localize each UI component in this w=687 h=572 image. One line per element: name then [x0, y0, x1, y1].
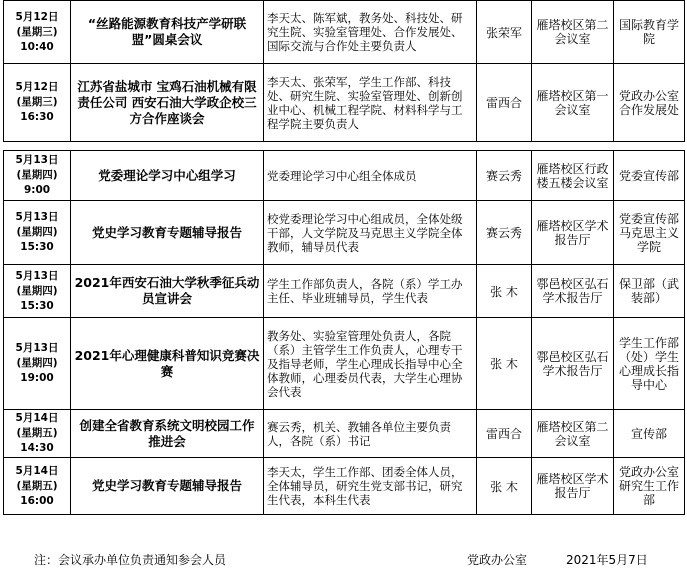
meeting-host: 张荣军 [477, 1, 532, 64]
meeting-title: 2021年西安石油大学秋季征兵动员宣讲会 [71, 265, 264, 318]
meeting-weekday: (星期四) [16, 226, 58, 238]
time-cell [4, 265, 71, 318]
meeting-date: 5月13日 [15, 154, 59, 166]
meeting-time: 14:30 [20, 442, 54, 454]
meeting-organizer: 国际教育学院 [614, 1, 685, 64]
meeting-title: 党委理论学习中心组学习 [71, 151, 264, 201]
meeting-time: 15:30 [20, 299, 54, 312]
time-cell [4, 64, 71, 142]
meeting-place: 雁塔校区第二会议室 [532, 1, 614, 64]
meeting-attendees: 李天太，学生工作部、团委全体人员，全体辅导员，研究生党支部书记，研究生代表，本科生代表 [264, 458, 477, 515]
meeting-attendees: 教务处、实验室管理处负责人，各院（系）主管学生工作负责人，心理专干及指导老师，学生心理成长指导中心全体教师，心理委员代表，大学生心理协会代表 [264, 318, 477, 410]
schedule-table-2 [3, 150, 685, 515]
meeting-title: 江苏省盐城市 宝鸡石油机械有限责任公司 西安石油大学政企校三方合作座谈会 [71, 64, 264, 142]
meeting-attendees: 党委理论学习中心组全体成员 [264, 151, 477, 201]
meeting-title: 2021年心理健康科普知识竞赛决赛 [71, 318, 264, 410]
table-row [4, 1, 685, 64]
schedule-table-1 [3, 0, 685, 142]
meeting-time: 10:40 [20, 40, 54, 53]
meeting-place: 雁塔校区第二会议室 [532, 410, 614, 458]
meeting-date: 5月13日 [15, 211, 59, 223]
meeting-organizer: 党政办公室研究生工作部 [614, 458, 685, 515]
meeting-organizer: 党政办公室合作发展处 [614, 64, 685, 142]
meeting-place: 鄠邑校区弘石学术报告厅 [532, 318, 614, 410]
meeting-date: 5月12日 [15, 10, 59, 23]
meeting-host: 雷西合 [477, 410, 532, 458]
meeting-time: 19:00 [20, 372, 54, 384]
table-row [4, 64, 685, 142]
meeting-organizer: 保卫部（武装部） [614, 265, 685, 318]
meeting-place: 雁塔校区学术报告厅 [532, 201, 614, 265]
meeting-time: 9:00 [23, 184, 51, 196]
meeting-organizer: 党委宣传部 [614, 151, 685, 201]
meeting-time: 16:30 [20, 111, 54, 123]
meeting-date: 5月14日 [15, 412, 59, 424]
footer-office: 党政办公室 [467, 553, 528, 567]
meeting-organizer: 学生工作部（处）学生心理成长指导中心 [614, 318, 685, 410]
meeting-attendees: 李天太、张荣军，学生工作部、科技处、研究生院、实验室管理处、创新创业中心、机械工程学院、材料科学与工程学院主要负责人 [264, 64, 477, 142]
meeting-host: 赛云秀 [477, 201, 532, 265]
time-cell [4, 201, 71, 265]
meeting-title: 党史学习教育专题辅导报告 [71, 458, 264, 515]
footer-date: 2021年5月7日 [566, 553, 648, 567]
table-row [4, 151, 685, 201]
meeting-attendees: 校党委理论学习中心组成员，全体处级干部，人文学院及马克思主义学院全体教师，辅导员代表 [264, 201, 477, 265]
meeting-place: 雁塔校区第一会议室 [532, 64, 614, 142]
meeting-weekday: (星期四) [16, 357, 58, 369]
time-cell [4, 410, 71, 458]
footer-note: 注：会议承办单位负责通知参会人员 [34, 553, 227, 567]
meeting-host: 雷西合 [477, 64, 532, 142]
meeting-host: 张 木 [477, 265, 532, 318]
meeting-place: 雁塔校区学术报告厅 [532, 458, 614, 515]
meeting-date: 5月14日 [15, 464, 59, 477]
meeting-host: 张 木 [477, 458, 532, 515]
meeting-weekday: (星期五) [16, 427, 58, 439]
meeting-organizer: 宣传部 [614, 410, 685, 458]
meeting-weekday: (星期五) [16, 479, 58, 492]
meeting-date: 5月12日 [15, 81, 59, 93]
meeting-weekday: (星期三) [16, 25, 58, 38]
table-row [4, 318, 685, 410]
meeting-title: “丝路能源教育科技产学研联盟”圆桌会议 [71, 1, 264, 64]
time-cell [4, 1, 71, 64]
meeting-weekday: (星期四) [16, 284, 58, 297]
meeting-attendees: 赛云秀，机关、教辅各单位主要负责人，各院（系）书记 [264, 410, 477, 458]
meeting-time: 15:30 [20, 241, 54, 253]
table-row [4, 265, 685, 318]
meeting-title: 创建全省教育系统文明校园工作推进会 [71, 410, 264, 458]
meeting-weekday: (星期三) [16, 96, 58, 108]
meeting-place: 鄠邑校区弘石学术报告厅 [532, 265, 614, 318]
meeting-place: 雁塔校区行政楼五楼会议室 [532, 151, 614, 201]
meeting-time: 16:00 [20, 494, 54, 507]
meeting-attendees: 学生工作部负责人，各院（系）学工办主任、毕业班辅导员，学生代表 [264, 265, 477, 318]
meeting-weekday: (星期四) [16, 169, 58, 181]
time-cell [4, 458, 71, 515]
table-row [4, 458, 685, 515]
time-cell [4, 318, 71, 410]
table-row [4, 201, 685, 265]
meeting-date: 5月13日 [15, 269, 59, 282]
meeting-host: 张 木 [477, 318, 532, 410]
meeting-date: 5月13日 [15, 342, 59, 354]
meeting-attendees: 李天太、陈军斌，教务处、科技处、研究生院、实验室管理处、合作发展处、国际交流与合作处主要负责人 [264, 1, 477, 64]
table-row [4, 410, 685, 458]
meeting-title: 党史学习教育专题辅导报告 [71, 201, 264, 265]
time-cell [4, 151, 71, 201]
meeting-organizer: 党委宣传部马克思主义学院 [614, 201, 685, 265]
meeting-host: 赛云秀 [477, 151, 532, 201]
